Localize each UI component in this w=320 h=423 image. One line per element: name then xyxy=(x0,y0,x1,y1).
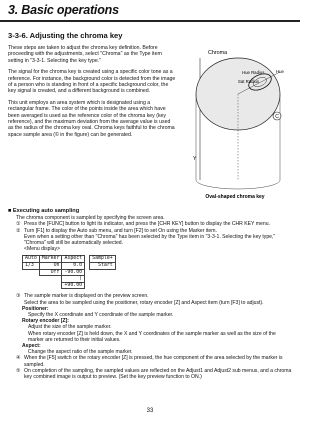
page-title: 3. Basic operations xyxy=(8,3,119,17)
step-1-number: ① xyxy=(16,221,21,228)
step-2-number: ② xyxy=(16,227,21,234)
chroma-key-diagram xyxy=(180,42,290,202)
rotary-encoder-text-1: Adjust the size of the sample marker. xyxy=(28,324,112,331)
step-3-text: The sample marker is displayed on the preview screen. xyxy=(24,293,149,300)
auto-sampling-section xyxy=(8,208,292,380)
menu-cell: Aspect xyxy=(62,256,85,263)
c-mark: C xyxy=(275,114,279,120)
sat-radius-label: Sat Radius xyxy=(238,79,260,84)
step-4-text: When the [F5] switch or the rotary encoder [Z] is pressed, the hue component of the area selected by the marker is sampled. xyxy=(24,355,283,368)
intro-paragraph-3: This unit employs an area system which is designated using a rectangular frame. The color of the points inside the area which have been averaged is used as the reference color of the chroma key (key reference), and the maximum deviation from the average value is used as the radius of the chroma key oval. Chroma keys faithful to the chroma space sample area (© in the figure) can be generated. xyxy=(8,100,175,138)
menu-cell: Sample+ xyxy=(90,256,116,263)
intro-text xyxy=(8,45,176,143)
page-number: 33 xyxy=(146,408,154,414)
menu-cell: | xyxy=(62,276,85,283)
figure-caption: Oval-shaped chroma key xyxy=(205,194,265,200)
header-rule xyxy=(0,20,300,22)
positioner-text: Specify the X coordinate and Y coordinate of the sample marker. xyxy=(28,312,174,318)
menu-cell: Off xyxy=(39,269,62,276)
chroma-key-figure xyxy=(180,42,290,202)
menu-cell: 1/3 xyxy=(23,263,40,270)
menu-cell: 0.0 xyxy=(62,263,85,270)
positioner-title: Positioner: xyxy=(22,305,49,312)
aspect-text: Change the aspect ratio of the sample marker. xyxy=(28,349,133,356)
step-4-number: ④ xyxy=(16,355,21,362)
y-label: Y xyxy=(193,156,197,162)
step-2 xyxy=(8,228,292,253)
aspect-title: Aspect: xyxy=(22,343,41,350)
chroma-label: Chroma xyxy=(208,50,228,56)
step-5 xyxy=(8,368,292,380)
hue-radius-label: Hue Radius xyxy=(242,70,265,75)
step-3-number: ③ xyxy=(16,293,21,300)
menu-row xyxy=(23,269,116,276)
page-header xyxy=(0,0,300,22)
step-2-note: Even when a setting other than "Chroma" has been selected by the Type item in "3-3-1. Selecting the key type," "Chroma" will still be automatically selected. xyxy=(24,233,276,247)
menu-row xyxy=(23,282,116,289)
menu-cell: +90.00 xyxy=(62,282,85,289)
hue-label: Hue xyxy=(276,69,284,74)
step-5-text: On completion of the sampling, the sampled values are reflected on the Adjust1 and Adjust2 sub menus, and a chroma key combined image is output to preview. (Set the key preview function to ON.) xyxy=(24,367,292,381)
menu-display-table xyxy=(22,255,116,289)
menu-cell: Start xyxy=(90,263,116,270)
intro-paragraph-1: These steps are taken to adjust the chroma key definition. Before proceeding with the adjustments, select "Chroma" as the Type item setting in "3-3-1. Selecting the key type." xyxy=(8,45,162,64)
step-3 xyxy=(8,293,292,305)
step-3-note: Select the area to be sampled using the positioner, rotary encoder [Z] and Aspect item (turn [F3] to adjust). xyxy=(24,299,264,306)
step-1-text: Press the [FUNC] button to light its indicator, and press the [CHR KEY] button to display the CHR KEY menu. xyxy=(24,221,270,228)
intro-paragraph-2: The signal for the chroma key is created using a specific color tone as a reference. For instance, the background color is detected from the image of a person who is standing in front of a specific background color, the key signal is created, and a different background is combined. xyxy=(8,69,176,95)
rotary-encoder-text-2: When rotary encoder [Z] is held down, the X and Y coordinates of the sample marker as well as the size of the marker are returned to their initial values. xyxy=(28,330,276,343)
cylinder-bottom xyxy=(196,180,280,189)
menu-cell: On xyxy=(39,263,62,270)
rotary-encoder-title: Rotary encoder [Z]: xyxy=(22,318,69,325)
auto-sampling-lead: The chroma component is sampled by specifying the screen area. xyxy=(16,215,165,222)
auto-sampling-heading: ■ Executing auto sampling xyxy=(8,208,80,214)
step-2-text: Turn [F1] to display the Auto sub menu, and turn [F2] to set On using the Marker item. xyxy=(24,227,217,234)
menu-cell: Auto xyxy=(23,256,40,263)
menu-cell: -90.00 xyxy=(62,269,85,276)
menu-cell: Marker xyxy=(39,256,62,263)
menu-display-label: <Menu display> xyxy=(24,246,60,253)
section-title: 3-3-6. Adjusting the chroma key xyxy=(8,31,123,40)
step-4 xyxy=(8,355,292,367)
step-5-number: ⑤ xyxy=(16,367,21,374)
